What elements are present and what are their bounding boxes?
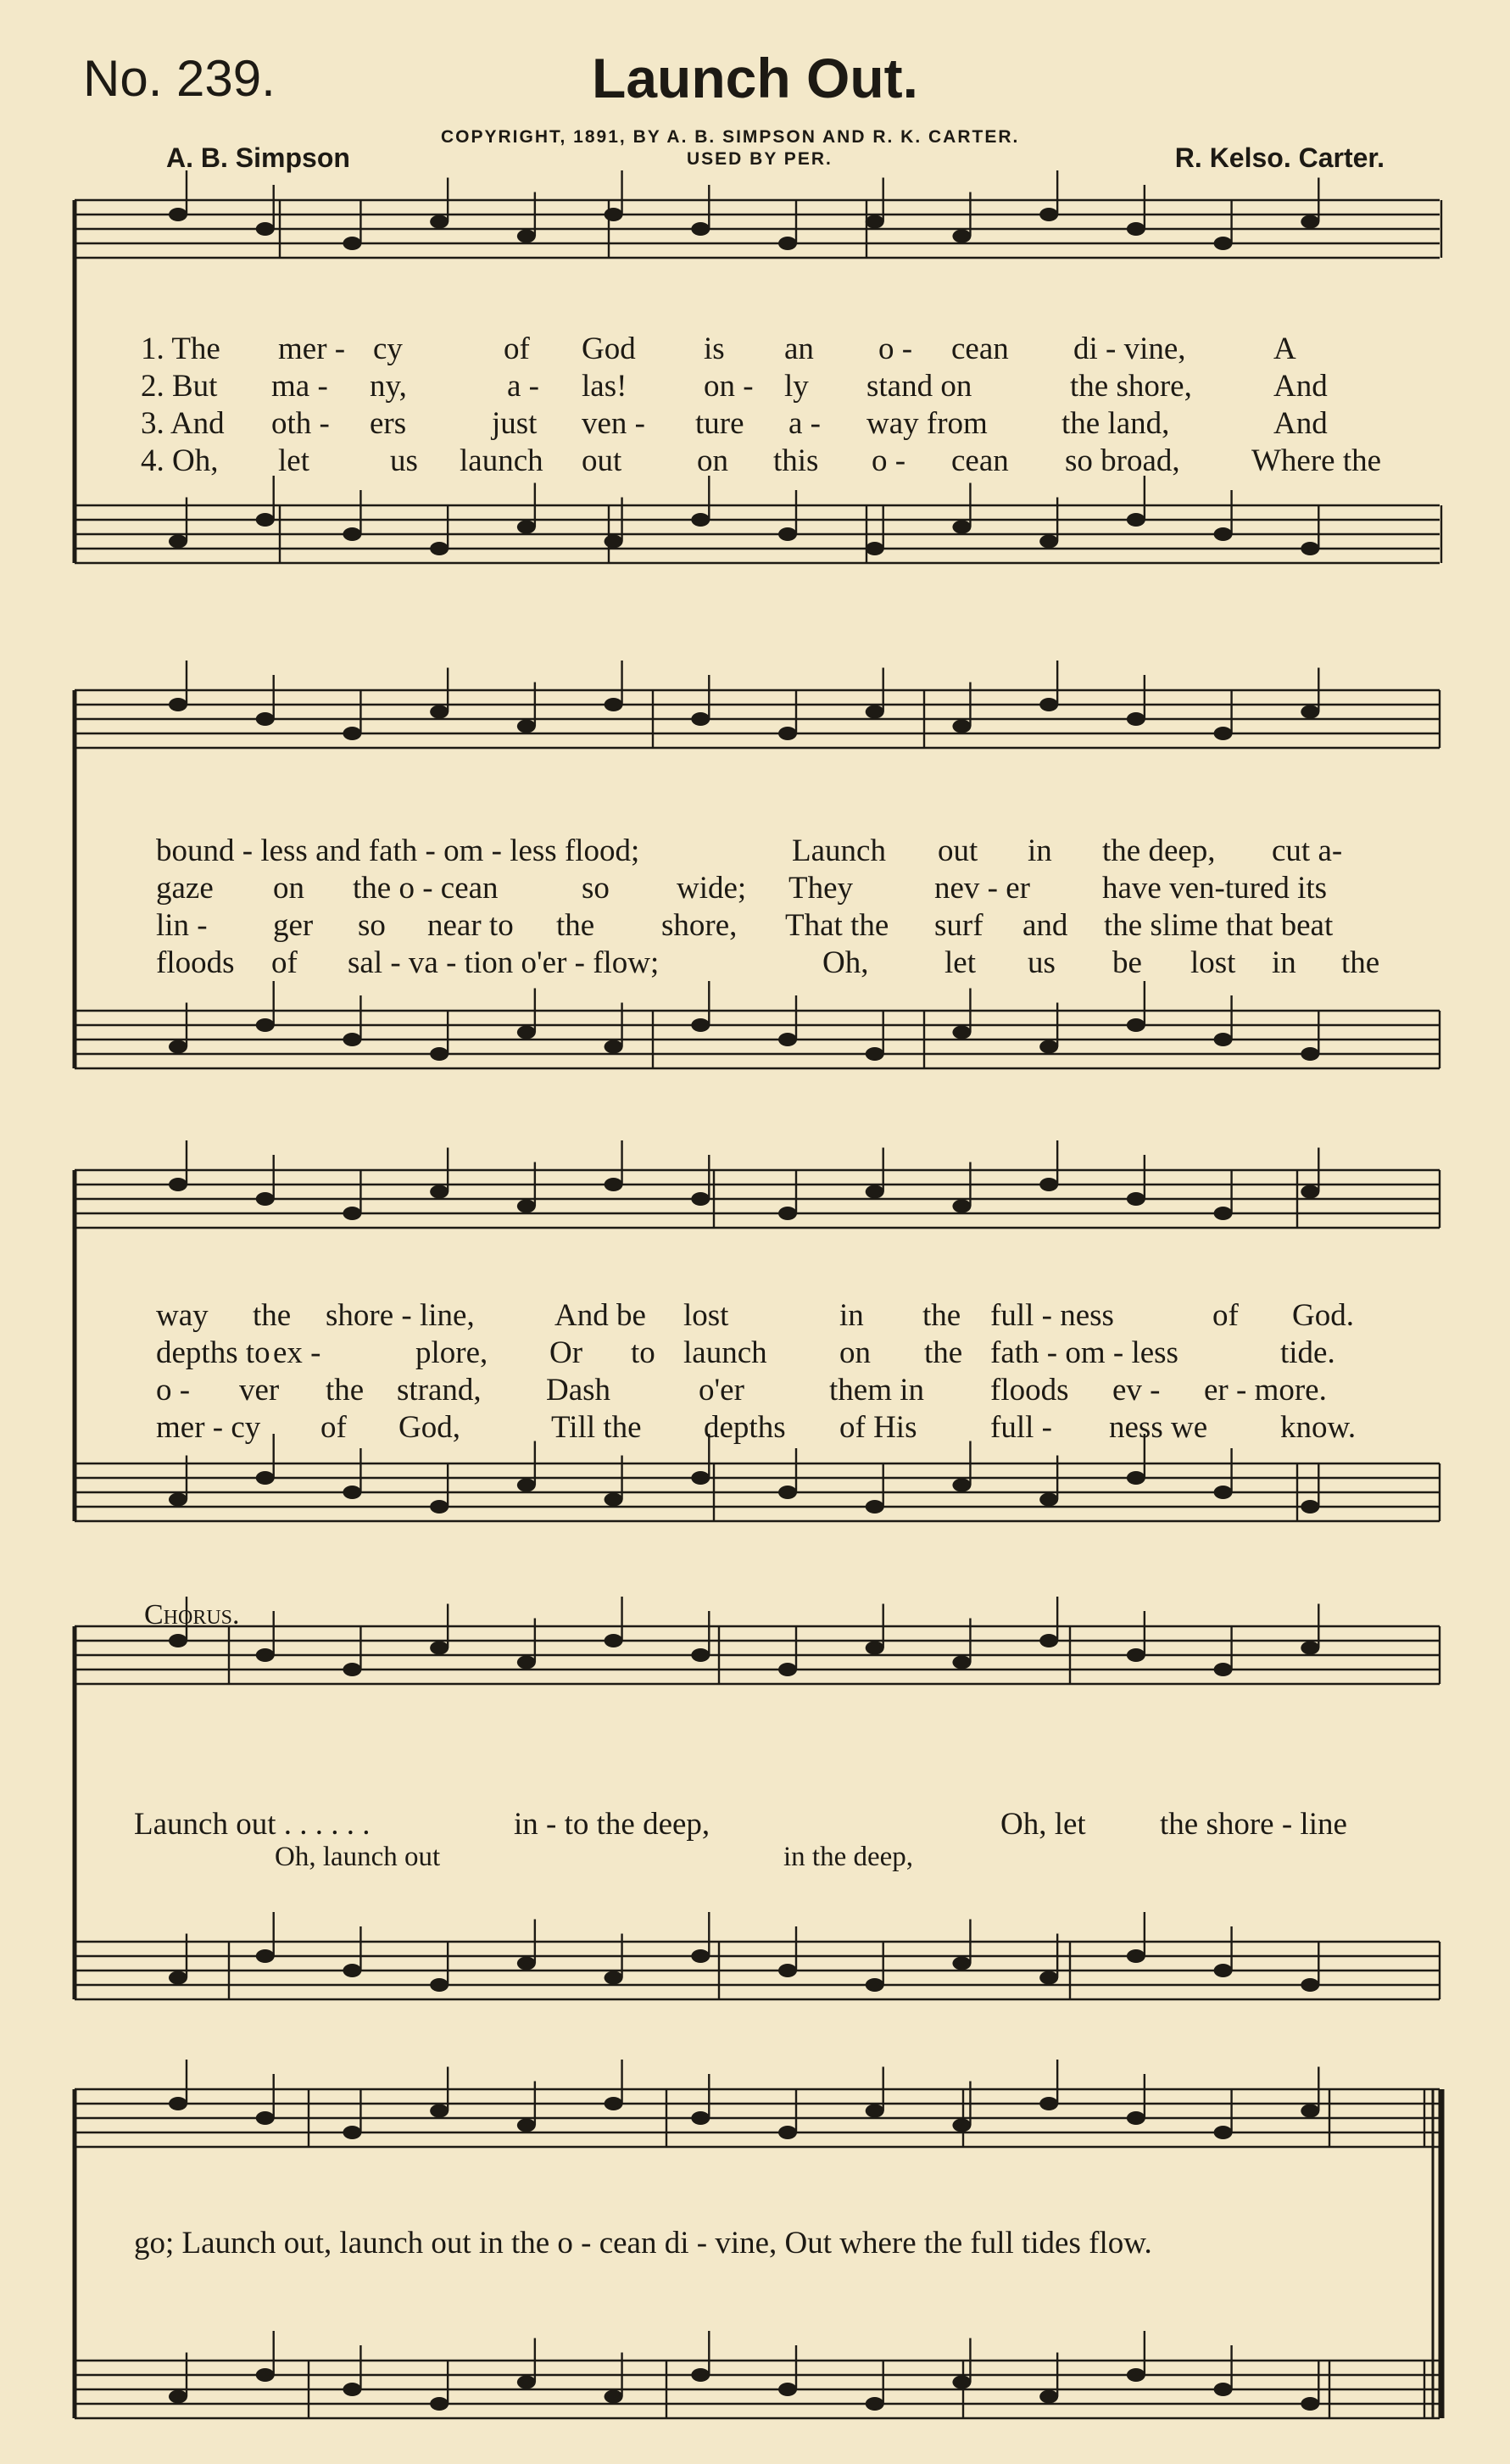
permission-notice: USED BY PER.: [687, 149, 833, 169]
lyric-word: ex -: [273, 1335, 321, 1370]
lyric-word: a -: [788, 406, 821, 441]
lyric-word: just: [492, 406, 538, 441]
hymn-number: No. 239.: [83, 50, 276, 107]
lyric-word: sal - va - tion o'er - flow;: [348, 945, 660, 980]
lyric-word: in: [1028, 833, 1052, 868]
lyric-word: shore - line,: [326, 1298, 475, 1333]
lyric-word: the slime that beat: [1104, 908, 1334, 943]
lyric-word: and: [1022, 908, 1068, 943]
lyric-word: 3. And: [141, 406, 225, 441]
lyric-word: strand,: [397, 1373, 482, 1408]
composer: R. Kelso. Carter.: [1174, 142, 1385, 173]
copyright-notice: COPYRIGHT, 1891, BY A. B. SIMPSON AND R. K. CARTER.: [441, 127, 1020, 147]
chorus-label: Chorus.: [144, 1599, 240, 1631]
lyric-word: them in: [829, 1373, 925, 1408]
lyric-word: o -: [872, 443, 906, 478]
lyric-word: the o - cean: [353, 871, 499, 906]
lyric-word: a -: [507, 369, 539, 404]
lyric-word: the shore,: [1070, 369, 1192, 404]
lyric-word: ev -: [1112, 1373, 1161, 1408]
lyric-word: the: [924, 1335, 963, 1370]
lyric-word: lost: [683, 1298, 729, 1333]
lyric-word: lost: [1190, 945, 1236, 980]
lyric-word: full - ness: [990, 1298, 1114, 1333]
lyric-word: And: [1273, 369, 1328, 404]
lyric-word: launch: [683, 1335, 767, 1370]
lyric-word: cut a-: [1272, 833, 1343, 868]
lyric-word: have ven-tured its: [1102, 871, 1328, 906]
lyric-word: oth -: [271, 406, 330, 441]
lyric-word: ver: [239, 1373, 280, 1408]
lyric-word: on: [273, 871, 304, 906]
lyric-word: cy: [373, 332, 403, 366]
lyric-word: depths: [704, 1410, 786, 1445]
lyric-word: let: [278, 443, 309, 478]
lyric-word: the: [253, 1298, 292, 1333]
lyric-word: Or: [549, 1335, 583, 1370]
lyric-word: an: [784, 332, 814, 366]
lyric-word: in - to the deep,: [514, 1807, 710, 1842]
lyric-word: of: [320, 1410, 347, 1445]
lyric-word: A: [1273, 332, 1296, 366]
lyric-word: ny,: [370, 369, 407, 404]
lyric-word: on: [839, 1335, 871, 1370]
lyric-word: o -: [878, 332, 913, 366]
hymn-title: Launch Out.: [592, 47, 918, 109]
lyric-word: on: [697, 443, 728, 478]
lyric-word: the: [556, 908, 595, 943]
lyric-word: Oh, let: [1000, 1807, 1086, 1842]
lyric-word: of His: [839, 1410, 917, 1445]
lyric-word: the: [1341, 945, 1380, 980]
lyric-word: know.: [1280, 1410, 1357, 1445]
lyric-word: the land,: [1061, 406, 1170, 441]
lyric-word: shore,: [661, 908, 738, 943]
lyric-word: way from: [866, 406, 988, 441]
lyric-word: 4. Oh,: [141, 443, 219, 478]
lyric-word: ven -: [582, 406, 645, 441]
lyric-word: 2. But: [141, 369, 218, 404]
lyric-word: of: [1212, 1298, 1239, 1333]
lyric-word: Till the: [551, 1410, 642, 1445]
lyric-word: to: [631, 1335, 655, 1370]
lyric-word: fath - om - less: [990, 1335, 1178, 1370]
lyric-word: so: [358, 908, 386, 943]
lyric-word: plore,: [415, 1335, 488, 1370]
lyric-word: cean: [951, 332, 1009, 366]
lyric-word: And be: [554, 1298, 646, 1333]
lyric-word: o -: [156, 1373, 191, 1408]
lyric-word: be: [1112, 945, 1142, 980]
lyric-word: And: [1273, 406, 1328, 441]
lyric-word: is: [704, 332, 725, 366]
lyric-word: stand on: [866, 369, 972, 404]
lyric-word: ers: [370, 406, 407, 441]
lyric-word: Dash: [546, 1373, 611, 1408]
lyric-word: us: [1028, 945, 1056, 980]
lyric-word: Oh, launch out: [275, 1842, 441, 1872]
lyric-word: surf: [934, 908, 983, 943]
lyric-word: in: [1272, 945, 1296, 980]
lyric-word: go; Launch out, launch out in the o - cean di - vine, Out where the full tides flow.: [134, 2226, 1152, 2261]
lyric-word: so: [582, 871, 610, 906]
lyric-word: us: [390, 443, 418, 478]
lyric-word: ly: [784, 369, 809, 404]
lyric-word: way: [156, 1298, 209, 1333]
lyric-word: Launch: [792, 833, 886, 868]
lyric-word: God,: [398, 1410, 460, 1445]
lyric-word: in: [839, 1298, 864, 1333]
lyric-word: las!: [582, 369, 627, 404]
lyric-word: the deep,: [1102, 833, 1216, 868]
lyric-word: floods: [156, 945, 235, 980]
lyric-word: wide;: [677, 871, 747, 906]
lyricist: A. B. Simpson: [166, 142, 350, 173]
lyric-word: 1. The: [141, 332, 220, 366]
lyric-word: the: [922, 1298, 961, 1333]
lyric-word: Where the: [1251, 443, 1382, 478]
lyric-word: full -: [990, 1410, 1052, 1445]
lyric-word: floods: [990, 1373, 1069, 1408]
lyric-word: God: [582, 332, 636, 366]
lyric-word: near to: [427, 908, 514, 943]
lyric-word: out: [938, 833, 978, 868]
lyric-word: tide.: [1280, 1335, 1335, 1370]
lyric-word: the shore - line: [1160, 1807, 1347, 1842]
lyric-word: cean: [951, 443, 1009, 478]
lyric-word: That the: [785, 908, 889, 943]
lyric-word: God.: [1292, 1298, 1354, 1333]
lyric-word: launch: [460, 443, 543, 478]
lyric-word: o'er: [699, 1373, 744, 1408]
lyric-word: so broad,: [1065, 443, 1180, 478]
lyric-word: gaze: [156, 871, 214, 906]
lyric-word: the: [326, 1373, 365, 1408]
lyric-word: of: [271, 945, 298, 980]
lyric-word: bound - less and fath - om - less flood;: [156, 833, 640, 868]
lyric-word: in the deep,: [783, 1842, 914, 1872]
lyric-word: ness we: [1109, 1410, 1208, 1445]
lyric-word: Oh,: [822, 945, 869, 980]
lyric-word: Launch out . . . . . .: [134, 1807, 371, 1842]
lyric-word: ma -: [271, 369, 328, 404]
lyric-word: di - vine,: [1073, 332, 1186, 366]
lyric-word: er - more.: [1204, 1373, 1327, 1408]
lyric-word: mer -: [278, 332, 346, 366]
lyric-word: lin -: [156, 908, 208, 943]
lyric-word: ger: [273, 908, 314, 943]
lyric-word: this: [773, 443, 819, 478]
lyric-word: They: [788, 871, 854, 906]
lyric-word: of: [504, 332, 530, 366]
lyric-word: depths to: [156, 1335, 270, 1370]
lyric-word: let: [944, 945, 976, 980]
lyric-word: out: [582, 443, 622, 478]
lyric-word: nev - er: [934, 871, 1030, 906]
lyric-word: mer - cy: [156, 1410, 261, 1445]
lyric-word: ture: [695, 406, 744, 441]
lyric-word: on -: [704, 369, 754, 404]
